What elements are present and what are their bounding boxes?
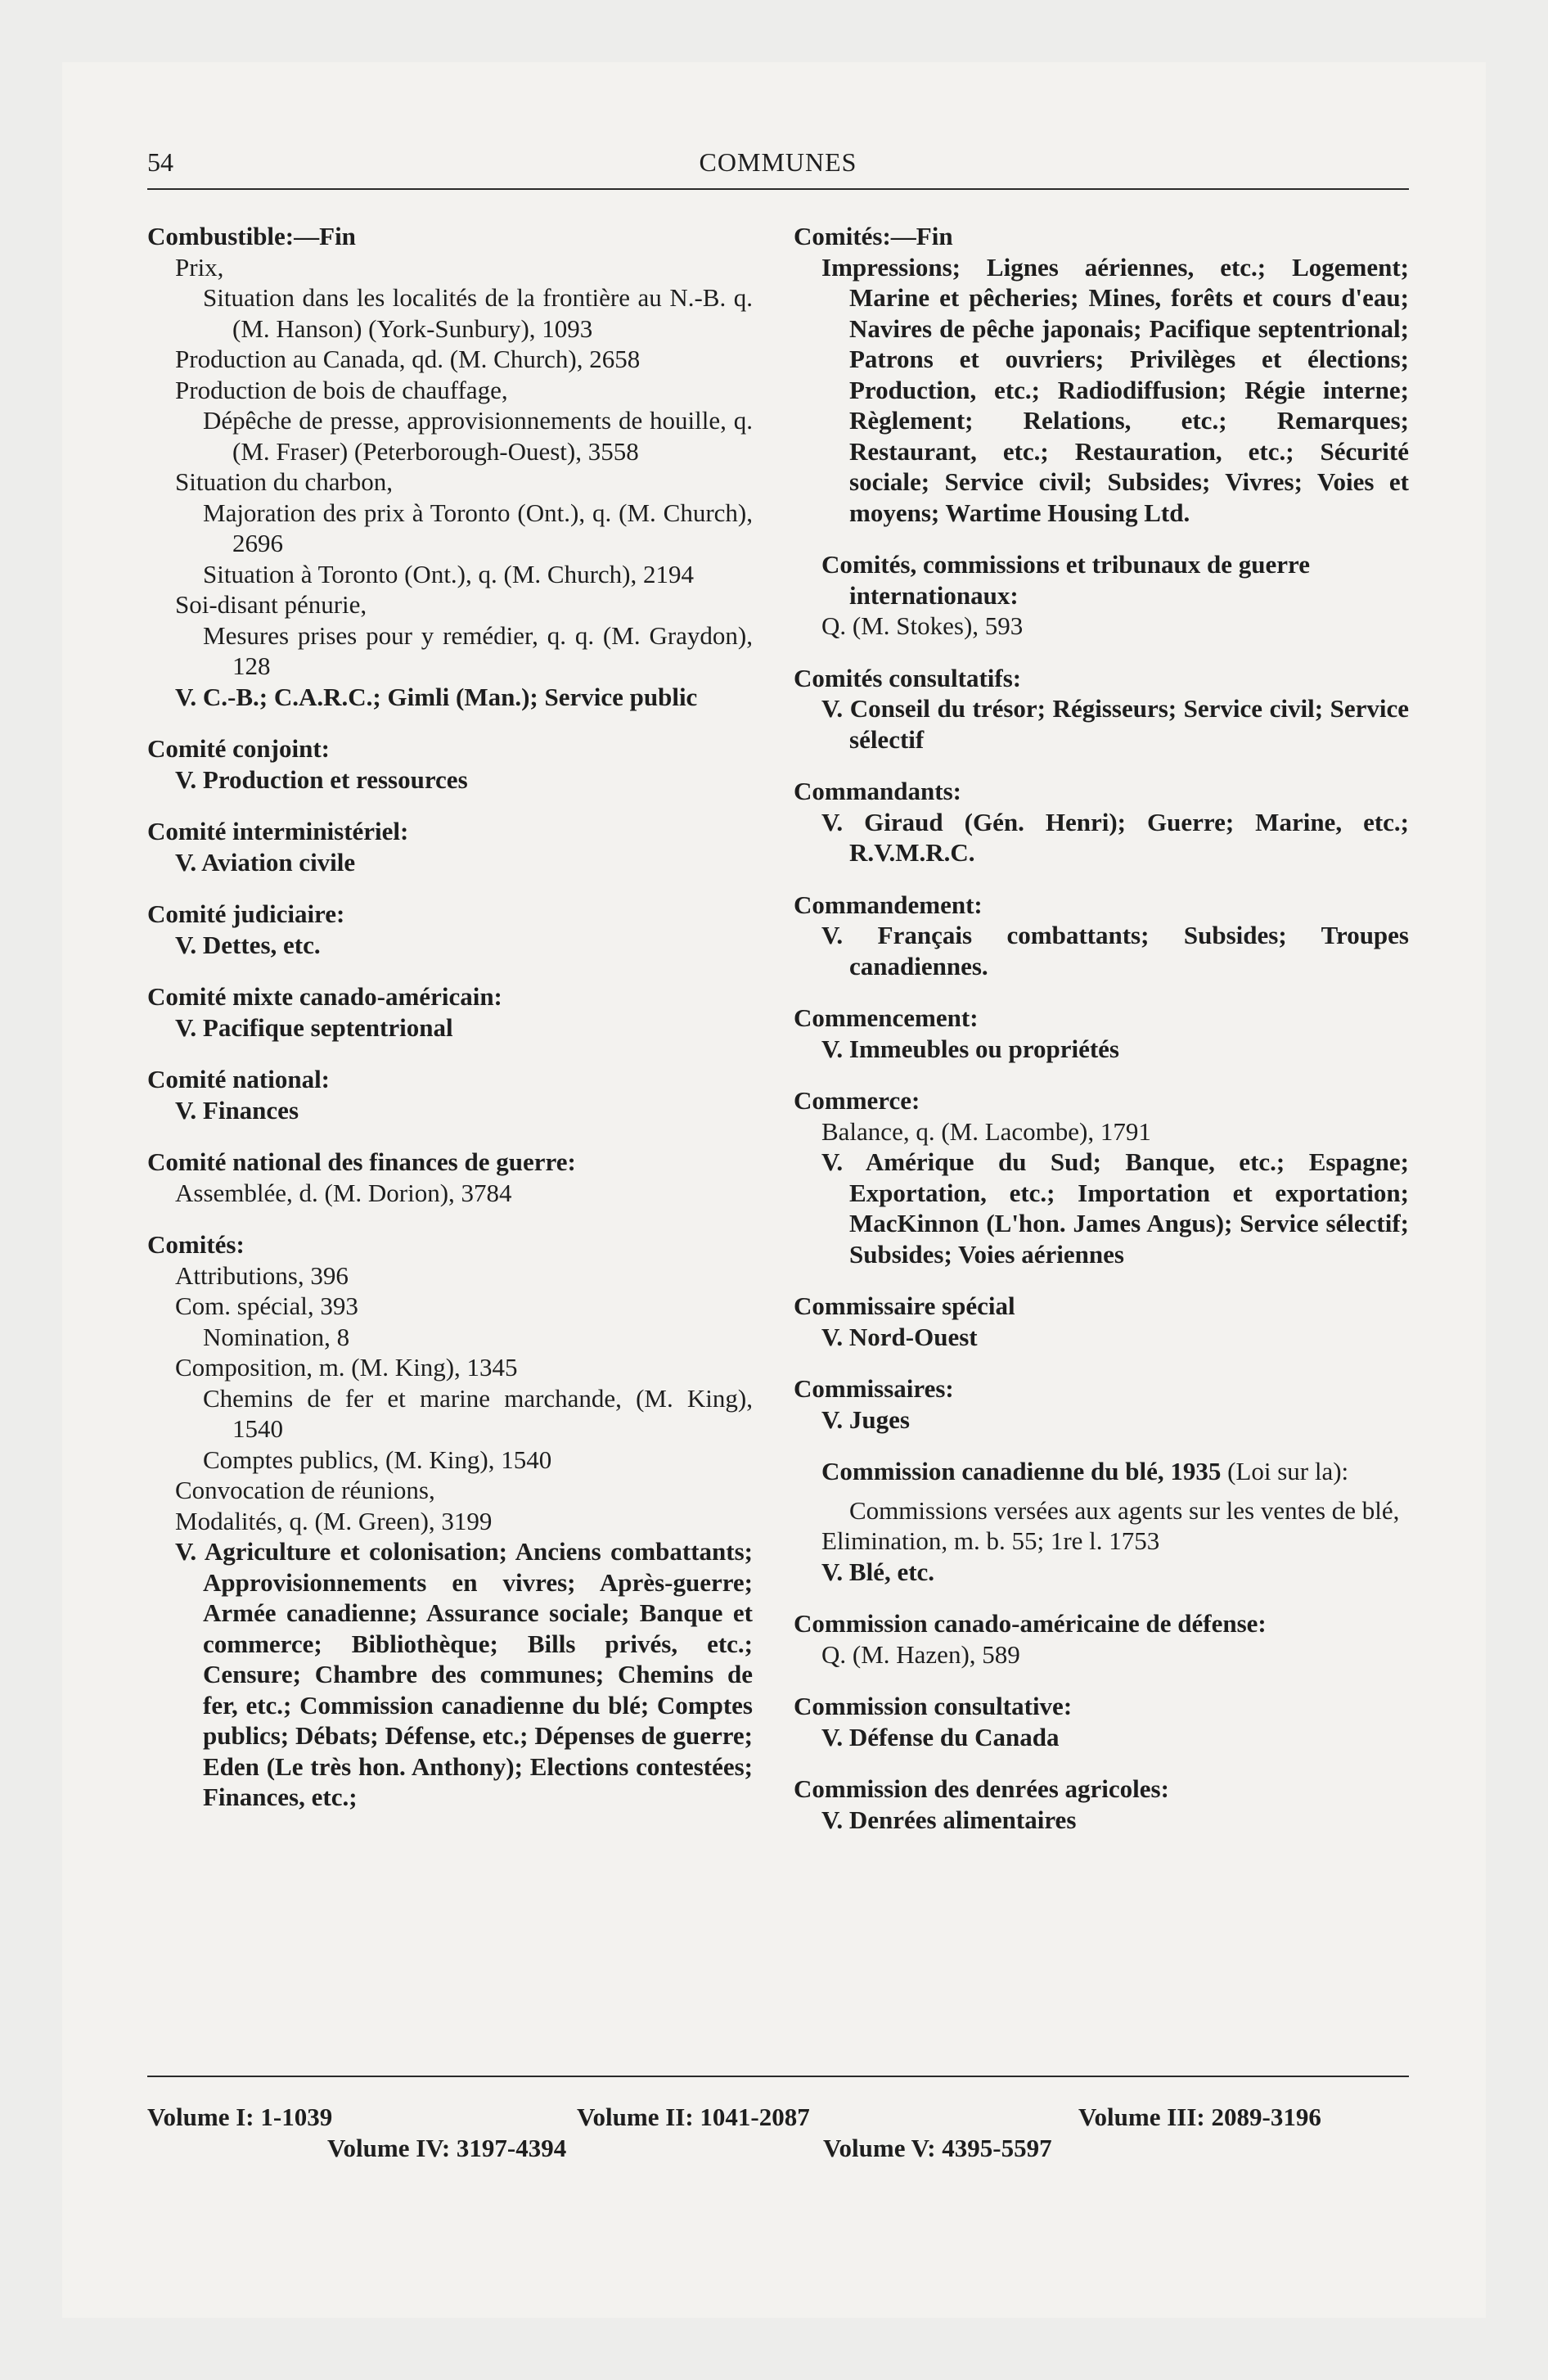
subentry: Dépêche de presse, approvisionnements de houille, q. (M. Fraser) (Peterborough-Ouest), 3558 xyxy=(203,406,753,466)
subentry: Production de bois de chauffage, xyxy=(175,375,508,404)
entry-heading: Combustible:—Fin xyxy=(147,222,356,250)
subentry: Production au Canada, qd. (M. Church), 2658 xyxy=(175,345,641,373)
see-also: V. Pacifique septentrional xyxy=(175,1012,453,1042)
entry-heading: Comité national des finances de guerre: xyxy=(147,1147,576,1176)
subentry: Elimination, m. b. 55; 1re l. 1753 xyxy=(821,1526,1160,1555)
entry-heading: Commission consultative: xyxy=(794,1692,1073,1720)
entry-heading: Commandement: xyxy=(794,890,983,919)
subentry: Q. (M. Hazen), 589 xyxy=(821,1639,1020,1669)
subentry: Soi-disant pénurie, xyxy=(175,590,367,619)
see-also: V. Français combattants; Subsides; Troupes canadiennes. xyxy=(821,921,1409,980)
entry-heading-rest: (Loi sur la): xyxy=(1227,1457,1349,1485)
entry-heading: Comités consultatifs: xyxy=(794,663,1022,692)
footer-volume-5: Volume V: 4395-5597 xyxy=(823,2134,1052,2162)
subentry: Modalités, q. (M. Green), 3199 xyxy=(175,1506,493,1535)
entry-heading: Comité mixte canado-américain: xyxy=(147,982,502,1011)
footer-volume-3: Volume III: 2089-3196 xyxy=(1078,2103,1321,2131)
see-also: V. C.-B.; C.A.R.C.; Gimli (Man.); Service public xyxy=(175,682,698,711)
entry-heading: Commerce: xyxy=(794,1086,920,1115)
entry-heading: Commandants: xyxy=(794,777,961,805)
subentry: Com. spécial, 393 xyxy=(175,1291,358,1320)
subentry: Situation à Toronto (Ont.), q. (M. Church), 2194 xyxy=(203,559,694,588)
entry-heading: Comités:—Fin xyxy=(794,222,953,250)
subentry: Q. (M. Stokes), 593 xyxy=(821,611,1024,640)
left-column xyxy=(147,221,753,1813)
entry-heading: Commission canado-américaine de défense: xyxy=(794,1609,1267,1638)
entry-heading: Commencement: xyxy=(794,1003,979,1032)
subentry: Chemins de fer et marine marchande, (M. King), 1540 xyxy=(203,1383,753,1443)
see-also: V. Denrées alimentaires xyxy=(821,1805,1077,1834)
subentry: Situation du charbon, xyxy=(175,467,394,496)
subentry: Majoration des prix à Toronto (Ont.), q. (M. Church), 2696 xyxy=(203,498,753,557)
see-also: V. Juges xyxy=(821,1404,910,1434)
subentry: Assemblée, d. (M. Dorion), 3784 xyxy=(175,1178,512,1207)
see-also: V. Aviation civile xyxy=(175,847,356,877)
entry-heading: Comités: xyxy=(147,1230,245,1259)
entry-heading: Commissaires: xyxy=(794,1374,954,1403)
see-also: V. Finances xyxy=(175,1095,299,1125)
subentry: Prix, xyxy=(175,252,224,282)
see-also: V. Production et ressources xyxy=(175,764,468,794)
page-number: 54 xyxy=(147,147,173,177)
subentry: Mesures prises pour y remédier, q. q. (M. Graydon), 128 xyxy=(203,620,753,680)
subentry: Situation dans les localités de la frontière au N.-B. q. (M. Hanson) (York-Sunbury), 1093 xyxy=(203,283,753,343)
footer-volume-4: Volume IV: 3197-4394 xyxy=(327,2134,567,2162)
see-also: V. Défense du Canada xyxy=(821,1722,1060,1751)
see-also: V. Blé, etc. xyxy=(821,1557,935,1586)
entry-heading: Comité conjoint: xyxy=(147,734,330,763)
subentry: Composition, m. (M. King), 1345 xyxy=(175,1353,518,1382)
subentry: Convocation de réunions, xyxy=(175,1476,435,1504)
subentry: Balance, q. (M. Lacombe), 1791 xyxy=(821,1116,1151,1146)
entry-heading: Comité judiciaire: xyxy=(147,899,345,928)
entry-heading: Commissaire spécial xyxy=(794,1291,1015,1320)
see-also: V. Agriculture et colonisation; Anciens combattants; Approvisionnements en vivres; Après-guerre; Armée canadienne; Assurance sociale; Banque et commerce; Bibliothèque; Bills privés, etc.; Censure; Chambre des communes; Chemins de fer, etc.; Commission canadienne du blé; Comptes publics; Débats; Défense, etc.; Dépenses de guerre; Eden (Le très hon. Anthony); Elections contestées; Finances, etc.; xyxy=(175,1537,753,1811)
subentry: Nomination, 8 xyxy=(203,1322,350,1351)
see-also: V. Dettes, etc. xyxy=(175,930,321,959)
page-header xyxy=(147,137,1409,190)
see-also: V. Nord-Ouest xyxy=(821,1322,978,1351)
see-also: V. Conseil du trésor; Régisseurs; Service civil; Service sélectif xyxy=(821,694,1409,754)
footer-volume-1: Volume I: 1-1039 xyxy=(147,2103,333,2131)
entry-heading: Comités, commissions et tribunaux de guerre internationaux: xyxy=(821,550,1310,610)
entry-heading: Comité interministériel: xyxy=(147,817,409,845)
subentry: Commissions versées aux agents sur les ventes de blé, xyxy=(849,1495,1400,1525)
running-head: COMMUNES xyxy=(699,147,857,177)
see-also: V. Giraud (Gén. Henri); Guerre; Marine, etc.; R.V.M.R.C. xyxy=(821,807,1409,867)
subentry: Attributions, 396 xyxy=(175,1260,349,1290)
footer-rule xyxy=(147,2076,1409,2077)
entry-heading: Commission des denrées agricoles: xyxy=(794,1774,1169,1803)
see-also: V. Amérique du Sud; Banque, etc.; Espagne; Exportation, etc.; Importation et exportation; MacKinnon (L'hon. James Angus); Service sélectif; Subsides; Voies aériennes xyxy=(821,1147,1409,1269)
footer-volume-2: Volume II: 1041-2087 xyxy=(577,2103,810,2131)
entry-heading xyxy=(794,1456,1409,1487)
entry-heading: Comité national: xyxy=(147,1065,331,1093)
subentry: Comptes publics, (M. King), 1540 xyxy=(203,1445,552,1474)
see-also: V. Immeubles ou propriétés xyxy=(821,1034,1119,1063)
see-also: Impressions; Lignes aériennes, etc.; Logement; Marine et pêcheries; Mines, forêts et cours d'eau; Navires de pêche japonais; Pacifique septentrional; Patrons et ouvriers; Privilèges et élections; Production, etc.; Radiodiffusion; Régie interne; Règlement; Relations, etc.; Remarques; Restaurant, etc.; Restauration, etc.; Sécurité sociale; Service civil; Subsides; Vivres; Voies et moyens; Wartime Housing Ltd. xyxy=(821,252,1409,527)
entry-heading-bold: Commission canadienne du blé, 1935 xyxy=(821,1457,1222,1485)
right-column xyxy=(794,221,1409,1835)
